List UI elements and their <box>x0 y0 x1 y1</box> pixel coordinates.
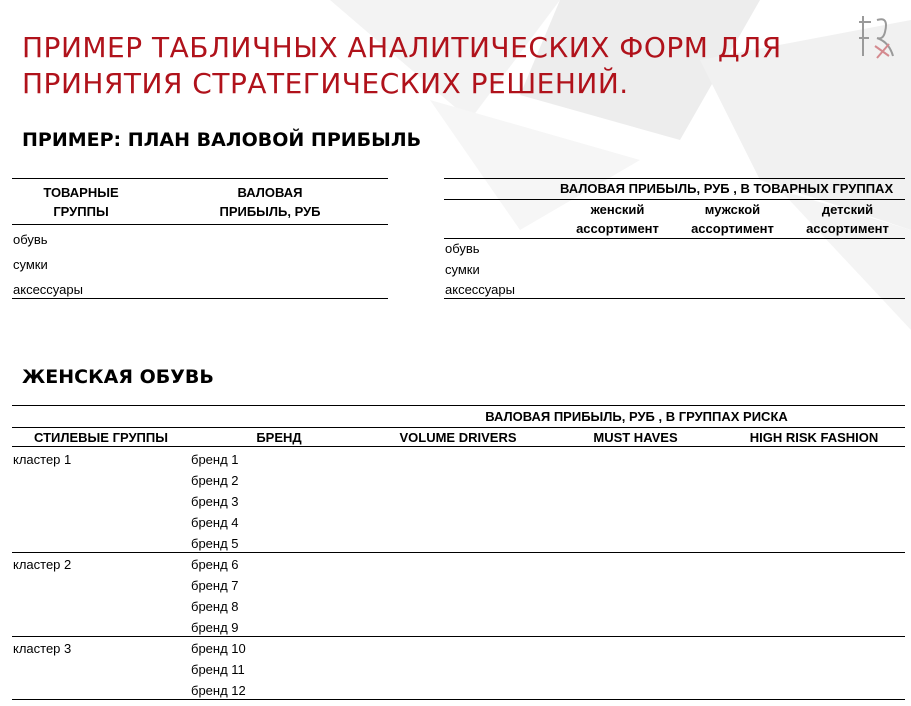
brand-cell: бренд 4 <box>191 515 239 530</box>
cluster-label: кластер 3 <box>13 641 72 656</box>
left-table-col-profit-line2: ПРИБЫЛЬ, РУБ <box>219 204 321 219</box>
left-table-row-label: сумки <box>13 257 48 272</box>
right-table-row-label: сумки <box>445 262 480 277</box>
risk-table-col-brand: БРЕНД <box>256 430 302 445</box>
brand-cell: бренд 11 <box>191 662 245 677</box>
right-table-group-header: ВАЛОВАЯ ПРИБЫЛЬ, РУБ , В ТОВАРНЫХ ГРУППАХ <box>560 181 894 196</box>
brand-cell: бренд 7 <box>191 578 239 593</box>
page-title <box>22 30 842 102</box>
risk-table-group-rule <box>12 427 905 428</box>
cluster-separator <box>12 636 905 637</box>
brand-cell: бренд 5 <box>191 536 239 551</box>
brand-cell: бренд 6 <box>191 557 239 572</box>
left-table-bottom-rule <box>12 298 388 299</box>
risk-table-col-style-groups: СТИЛЕВЫЕ ГРУППЫ <box>34 430 168 445</box>
right-table-row-label: обувь <box>445 241 480 256</box>
brand-cell: бренд 3 <box>191 494 239 509</box>
right-table-row-label: аксессуары <box>445 282 515 297</box>
right-table-col-men <box>675 200 790 238</box>
risk-table-bottom-rule <box>12 699 905 700</box>
brand-cell: бренд 8 <box>191 599 239 614</box>
risk-table-col-volume-drivers: VOLUME DRIVERS <box>399 430 517 445</box>
risk-table-group-header: ВАЛОВАЯ ПРИБЫЛЬ, РУБ , В ГРУППАХ РИСКА <box>485 409 788 424</box>
brand-cell: бренд 9 <box>191 620 239 635</box>
right-table-col-women <box>560 200 675 238</box>
left-table-top-rule <box>12 178 388 179</box>
brand-cell: бренд 1 <box>191 452 239 467</box>
right-table-col-men-line2: ассортимент <box>691 221 774 236</box>
right-table-col-women-line1: женский <box>590 202 645 217</box>
left-table-header-rule <box>12 224 388 225</box>
risk-table-header-rule <box>12 446 905 447</box>
left-table-row-label: аксессуары <box>13 282 83 297</box>
cluster-label: кластер 1 <box>13 452 72 467</box>
right-table-header-rule <box>444 238 905 239</box>
left-table-row-label: обувь <box>13 232 48 247</box>
risk-table-top-rule <box>12 405 905 406</box>
brand-cell: бренд 2 <box>191 473 239 488</box>
risk-table-col-must-haves: MUST HAVES <box>593 430 678 445</box>
brand-logo-icon <box>855 12 899 60</box>
right-table-col-kids-line2: ассортимент <box>806 221 889 236</box>
risk-table-col-high-risk: HIGH RISK FASHION <box>749 430 879 445</box>
left-table-col-groups-line2: ГРУППЫ <box>53 204 109 219</box>
page-title-line-2: ПРИНЯТИЯ СТРАТЕГИЧЕСКИХ РЕШЕНИЙ. <box>22 67 629 100</box>
right-table-col-women-line2: ассортимент <box>576 221 659 236</box>
page-title-line-1: ПРИМЕР ТАБЛИЧНЫХ АНАЛИТИЧЕСКИХ ФОРМ ДЛЯ <box>22 31 782 64</box>
section2-heading: ЖЕНСКАЯ ОБУВЬ <box>22 366 214 388</box>
brand-cell: бренд 10 <box>191 641 246 656</box>
right-table-col-kids <box>790 200 905 238</box>
right-table-bottom-rule <box>444 298 905 299</box>
right-table-col-men-line1: мужской <box>704 202 761 217</box>
left-table-col-profit-line1: ВАЛОВАЯ <box>237 185 303 200</box>
cluster-separator <box>12 552 905 553</box>
left-table-col-groups-line1: ТОВАРНЫЕ <box>43 185 119 200</box>
left-table-col-groups <box>22 183 140 221</box>
right-table-top-rule <box>444 178 905 179</box>
brand-cell: бренд 12 <box>191 683 246 698</box>
left-table-col-profit <box>200 183 340 221</box>
cluster-label: кластер 2 <box>13 557 72 572</box>
right-table-col-kids-line1: детский <box>821 202 874 217</box>
section1-heading: ПРИМЕР: ПЛАН ВАЛОВОЙ ПРИБЫЛЬ <box>22 129 422 151</box>
